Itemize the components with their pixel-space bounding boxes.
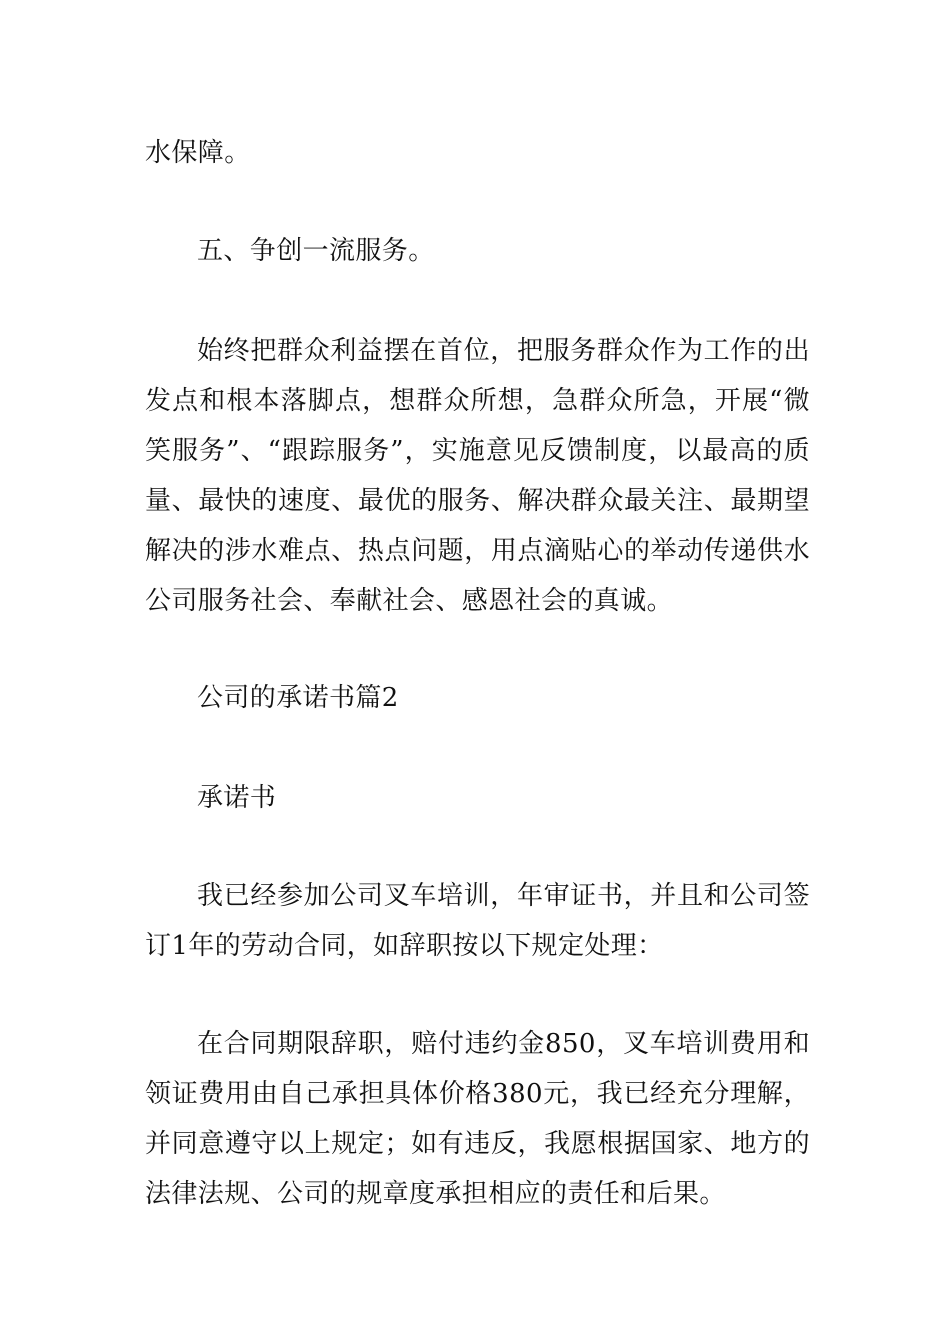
paragraph-service: 始终把群众利益摆在首位，把服务群众作为工作的出发点和根本落脚点，想群众所想，急群众所急，开展“微笑服务”、“跟踪服务”，实施意见反馈制度，以最高的质量、最快的速度、最优的服务、解决群众最关注、最期望解决的涉水难点、热点问题，用点滴贴心的举动传递供水公司服务社会、奉献社会、感恩社会的真诚。 — [145, 336, 810, 616]
paragraph-training: 我已经参加公司叉车培训，年审证书，并且和公司签订1年的劳动合同，如辞职按以下规定处理： — [145, 881, 810, 961]
paragraph-resignation-terms: 在合同期限辞职，赔付违约金850，叉车培训费用和领证费用由自己承担具体价格380元，我已经充分理解，并同意遵守以上规定；如有违反，我愿根据国家、地方的法律法规、公司的规章度承担相应的责任和后果。 — [145, 1029, 810, 1209]
commitment-heading: 承诺书 — [197, 783, 277, 813]
article-title: 公司的承诺书篇2 — [197, 683, 399, 713]
section-heading-five: 五、争创一流服务。 — [197, 236, 435, 266]
paragraph-continuation: 水保障。 — [145, 138, 251, 168]
